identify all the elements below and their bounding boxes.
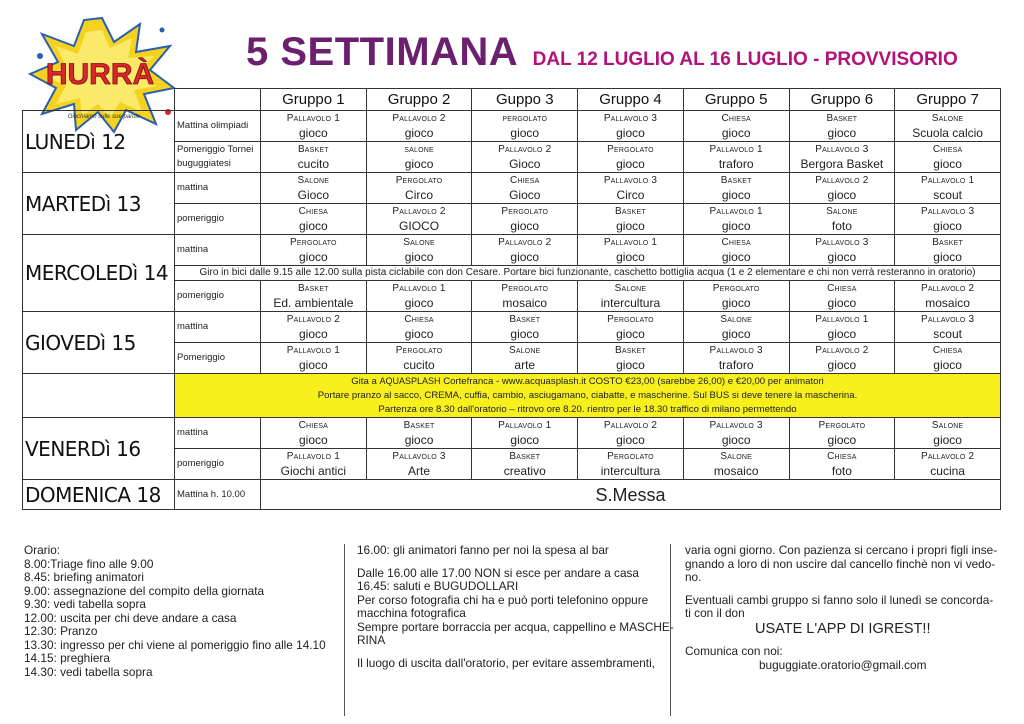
activity-location: Pallavolo 2 xyxy=(815,345,869,356)
group-header-row xyxy=(23,89,1001,111)
activity-cell xyxy=(683,312,789,343)
footer-line: Dalle 16.00 alle 17.00 NON si esce per andare a casa xyxy=(357,565,639,580)
activity-location: Basket xyxy=(297,283,329,294)
activity-location: Pallavolo 2 xyxy=(920,283,975,294)
activity-location: Pergolato xyxy=(607,144,654,155)
footer-line: gnando a loro di non uscire dal cancello finchè non vi vedo- xyxy=(685,556,996,571)
bike-trip-note: Giro in bici dalle 9.15 alle 12.00 sulla pista ciclabile con don Cesare. Portare bici funzionante, caschetto bottiglia acqua (1 e 2 elementare e chi non verrà resteranno in oratorio) xyxy=(175,266,1001,281)
activity-cell xyxy=(366,343,472,374)
footer-line: 8.45: briefing animatori xyxy=(24,570,145,584)
activity-location: Salone xyxy=(720,451,752,462)
activity-location: Basket xyxy=(403,420,435,431)
footer-line: RINA xyxy=(357,633,386,647)
activity-location: Pallavolo 2 xyxy=(815,175,869,186)
activity-name: gioco xyxy=(616,250,645,264)
activity-name: gioco xyxy=(721,250,751,264)
activity-location: Basket xyxy=(932,237,964,248)
activity-name: gioco xyxy=(404,296,434,310)
activity-cell xyxy=(895,449,1001,480)
activity-location: Chiesa xyxy=(404,314,434,325)
activity-location: Pallavolo 3 xyxy=(392,451,446,462)
activity-cell xyxy=(789,173,895,204)
activity-cell xyxy=(472,235,578,266)
activity-name: gioco xyxy=(721,296,751,310)
activity-cell xyxy=(366,418,472,449)
gita-place: AQUASPLASH xyxy=(379,376,441,386)
activity-cell xyxy=(895,343,1001,374)
activity-name: gioco xyxy=(299,327,328,341)
footer-line: 12.30: Pranzo xyxy=(24,624,98,638)
activity-cell xyxy=(261,235,367,266)
activity-cell xyxy=(789,343,895,374)
activity-name: gioco xyxy=(616,433,645,447)
activity-name: gioco xyxy=(933,433,962,447)
activity-cell xyxy=(578,343,684,374)
activity-cell xyxy=(366,312,472,343)
activity-cell xyxy=(895,235,1001,266)
footer-info xyxy=(344,543,674,716)
footer-line: 16.00: gli animatori fanno per noi la spesa al bar xyxy=(357,543,609,557)
activity-location: Pergolato xyxy=(501,206,549,217)
gita-line-3: Partenza ore 8.30 dall'oratorio – ritrovo ore 8.20. rientro per le 18.30 traffico di milano permettendo xyxy=(378,404,797,415)
activity-cell xyxy=(578,281,684,312)
activity-name: scout xyxy=(933,188,962,202)
group-header: Guppo 3 xyxy=(472,89,578,111)
activity-name: gioco xyxy=(933,250,962,264)
activity-location: Salone xyxy=(931,420,964,431)
activity-location: Basket xyxy=(720,175,752,186)
activity-name: gioco xyxy=(827,433,857,447)
activity-location: Chiesa xyxy=(721,237,751,248)
activity-name: gioco xyxy=(404,126,434,140)
activity-location: Pallavolo 1 xyxy=(709,144,763,155)
activity-location: Pallavolo 3 xyxy=(603,113,658,124)
activity-location: Pallavolo 3 xyxy=(709,345,763,356)
period-label: Mattina h. 10.00 xyxy=(175,480,261,510)
activity-name: gioco xyxy=(721,126,751,140)
activity-location: Chiesa xyxy=(932,345,963,356)
activity-name: cucina xyxy=(930,464,965,478)
footer-notes xyxy=(670,544,1004,716)
activity-cell xyxy=(366,204,472,235)
activity-location: Pallavolo 2 xyxy=(392,206,446,217)
gita-row xyxy=(23,374,1001,418)
activity-cell xyxy=(261,418,367,449)
activity-location: Basket xyxy=(509,314,541,325)
activity-cell xyxy=(895,142,1001,173)
activity-cell xyxy=(261,449,367,480)
activity-cell xyxy=(683,142,789,173)
activity-cell xyxy=(683,343,789,374)
activity-name: gioco xyxy=(933,358,962,372)
activity-name: gioco xyxy=(827,296,857,310)
activity-name: gioco xyxy=(510,250,540,264)
activity-name: Arte xyxy=(408,464,431,478)
activity-name: Ed. ambientale xyxy=(273,296,354,310)
activity-cell xyxy=(895,173,1001,204)
footer-line: 14.30: vedi tabella sopra xyxy=(24,664,153,679)
activity-cell xyxy=(366,142,472,173)
activity-cell xyxy=(366,449,472,480)
activity-cell xyxy=(895,204,1001,235)
activity-name: Giochi antici xyxy=(280,464,347,478)
activity-name: mosaico xyxy=(925,296,970,310)
activity-location: Pergolato xyxy=(395,175,443,186)
period-label: pomeriggio xyxy=(175,281,261,312)
activity-location: Pallavolo 2 xyxy=(286,314,340,325)
activity-location: Pallavolo 1 xyxy=(286,113,340,124)
group-header: Gruppo 1 xyxy=(261,89,367,111)
activity-name: gioco xyxy=(510,433,540,447)
activity-cell xyxy=(261,142,367,173)
period-label: pomeriggio xyxy=(175,204,261,235)
footer-block xyxy=(685,594,1004,621)
activity-name: gioco xyxy=(616,157,645,171)
activity-location: Pallavolo 1 xyxy=(498,420,552,431)
activity-cell xyxy=(578,142,684,173)
activity-location: Pallavolo 3 xyxy=(815,144,869,155)
activity-cell xyxy=(261,204,367,235)
day-label: VENERDì 16 xyxy=(23,418,175,480)
activity-location: Pallavolo 3 xyxy=(815,237,869,248)
activity-location: Pallavolo 1 xyxy=(815,314,869,325)
activity-location: Basket xyxy=(615,345,646,356)
activity-name: gioco xyxy=(721,188,751,202)
activity-name: mosaico xyxy=(502,296,548,310)
activity-name: gioco xyxy=(616,126,645,140)
activity-name: Circo xyxy=(616,188,645,202)
activity-name: gioco xyxy=(510,327,540,341)
activity-cell xyxy=(683,281,789,312)
activity-name: Gioco xyxy=(297,188,330,202)
activity-name: gioco xyxy=(933,157,962,171)
activity-cell xyxy=(789,142,895,173)
group-header: Gruppo 7 xyxy=(895,89,1001,111)
activity-location: Pergolato xyxy=(818,420,866,431)
activity-location: Basket xyxy=(615,206,646,217)
activity-cell xyxy=(789,312,895,343)
app-notice: USATE L'APP DI IGREST!! xyxy=(755,620,931,637)
activity-location: Pergolato xyxy=(395,345,443,356)
activity-location: Pallavolo 1 xyxy=(286,451,340,462)
activity-cell xyxy=(366,281,472,312)
gita-line-1: Gita a AQUASPLASH Cortefranca - www.acquasplash.it COSTO €23,00 (sarebbe 26,00) e €20,00 per animatori xyxy=(351,376,824,387)
activity-name: gioco xyxy=(510,219,540,233)
footer-line: no. xyxy=(685,570,702,584)
schedule-row xyxy=(23,235,1001,266)
activity-cell xyxy=(261,281,367,312)
activity-name: intercultura xyxy=(600,464,661,478)
activity-cell xyxy=(895,281,1001,312)
logo-tagline: Giochiamo sulle sue parole xyxy=(67,114,141,120)
activity-cell xyxy=(366,235,472,266)
activity-name: gioco xyxy=(827,327,857,341)
activity-name: foto xyxy=(831,219,852,233)
activity-location: Pallavolo 2 xyxy=(498,144,552,155)
activity-name: gioco xyxy=(616,358,645,372)
activity-cell xyxy=(578,173,684,204)
activity-cell xyxy=(789,281,895,312)
activity-cell xyxy=(895,312,1001,343)
activity-location: Pergolato xyxy=(607,451,654,462)
activity-location: Basket xyxy=(826,113,858,124)
activity-name: creativo xyxy=(503,464,546,478)
activity-name: gioco xyxy=(827,126,857,140)
activity-name: Gioco xyxy=(509,157,541,171)
group-header: Gruppo 2 xyxy=(366,89,472,111)
activity-location: Pallavolo 1 xyxy=(286,345,340,356)
activity-location: Pallavolo 3 xyxy=(920,314,975,325)
activity-location: Chiesa xyxy=(827,451,857,462)
activity-location: Pallavolo 3 xyxy=(920,206,975,217)
activity-location: Pallavolo 2 xyxy=(392,113,446,124)
activity-name: arte xyxy=(514,358,536,372)
activity-name: gioco xyxy=(299,433,328,447)
footer-line: Sempre portare borraccia per acqua, cappellino e MASCHE- xyxy=(357,619,674,634)
activity-name: intercultura xyxy=(600,296,661,310)
footer-line: 12.00: uscita per chi deve andare a casa xyxy=(24,610,237,625)
activity-cell xyxy=(578,312,684,343)
activity-location: Basket xyxy=(509,451,541,462)
activity-cell xyxy=(683,449,789,480)
day-label: DOMENICA 18 xyxy=(23,480,175,510)
activity-name: gioco xyxy=(299,126,328,140)
activity-name: gioco xyxy=(299,358,328,372)
activity-location: Chiesa xyxy=(827,283,857,294)
activity-name: gioco xyxy=(299,219,328,233)
footer-line: macchina fotografica xyxy=(357,606,466,620)
activity-cell xyxy=(895,111,1001,142)
period-label: Pomeriggio xyxy=(175,343,261,374)
activity-location: Chiesa xyxy=(932,144,963,155)
activity-cell xyxy=(683,235,789,266)
activity-location: Salone xyxy=(508,345,541,356)
activity-cell xyxy=(683,418,789,449)
activity-location: Pallavolo 3 xyxy=(603,175,658,186)
activity-location: salone xyxy=(404,144,434,155)
activity-cell xyxy=(578,449,684,480)
activity-location: Pallavolo 3 xyxy=(709,420,763,431)
activity-location: Salone xyxy=(720,314,752,325)
activity-cell xyxy=(472,343,578,374)
activity-location: Pallavolo 2 xyxy=(498,237,552,248)
activity-name: traforo xyxy=(718,358,754,372)
footer-line: Orario: xyxy=(24,543,61,557)
activity-name: foto xyxy=(831,464,852,478)
activity-name: gioco xyxy=(404,327,434,341)
activity-name: Scuola calcio xyxy=(912,126,983,140)
activity-cell xyxy=(261,111,367,142)
schedule-table xyxy=(22,88,1001,510)
activity-name: scout xyxy=(933,327,962,341)
schedule-row xyxy=(23,418,1001,449)
activity-name: gioco xyxy=(510,126,540,140)
activity-location: Basket xyxy=(297,144,329,155)
footer-line: 9.30: vedi tabella sopra xyxy=(24,597,146,611)
activity-cell xyxy=(683,111,789,142)
activity-name: gioco xyxy=(827,358,857,372)
activity-name: mosaico xyxy=(713,464,759,478)
activity-cell xyxy=(472,418,578,449)
footer-line: Il luogo di uscita dall'oratorio, per evitare assembramenti, xyxy=(357,655,655,670)
period-label: pomeriggio xyxy=(175,449,261,480)
activity-cell xyxy=(472,449,578,480)
footer-line: 8.00:Triage fino alle 9.00 xyxy=(24,556,154,571)
footer-line: varia ogni giorno. Con pazienza si cercano i propri figli inse- xyxy=(685,543,998,557)
footer-block xyxy=(357,565,674,648)
activity-cell xyxy=(261,173,367,204)
period-label: Pomeriggio Tornei buguggiatesi xyxy=(175,142,261,173)
footer-line: 13.30: ingresso per chi viene al pomeriggio fino alle 14.10 xyxy=(24,637,326,652)
activity-location: Pallavolo 1 xyxy=(920,175,975,186)
activity-name: gioco xyxy=(616,327,645,341)
activity-location: Pergolato xyxy=(607,314,654,325)
activity-name: traforo xyxy=(718,157,754,171)
activity-name: gioco xyxy=(616,219,645,233)
footer-line: ti con il don xyxy=(685,606,745,620)
activity-cell xyxy=(683,173,789,204)
activity-cell xyxy=(578,418,684,449)
activity-location: Chiesa xyxy=(298,206,329,217)
activity-cell xyxy=(366,111,472,142)
activity-cell xyxy=(683,204,789,235)
activity-location: Pallavolo 2 xyxy=(920,451,975,462)
activity-name: Gioco xyxy=(509,188,541,202)
activity-cell xyxy=(789,235,895,266)
footer-line: 9.00: assegnazione del compito della giornata xyxy=(24,583,265,598)
activity-location: Pallavolo 2 xyxy=(603,420,658,431)
activity-location: Pallavolo 1 xyxy=(603,237,658,248)
activity-location: Salone xyxy=(614,283,647,294)
group-header: Gruppo 6 xyxy=(789,89,895,111)
contact-email: buguggiate.oratorio@gmail.com xyxy=(759,657,927,672)
activity-name: gioco xyxy=(933,219,962,233)
activity-location: pergolato xyxy=(502,113,548,124)
activity-cell xyxy=(472,312,578,343)
activity-cell xyxy=(472,111,578,142)
activity-location: Salone xyxy=(826,206,858,217)
schedule-row xyxy=(23,173,1001,204)
activity-name: cucito xyxy=(297,157,330,171)
activity-cell xyxy=(578,204,684,235)
activity-name: Bergora Basket xyxy=(800,157,884,171)
activity-cell xyxy=(789,449,895,480)
period-label: mattina xyxy=(175,235,261,266)
page-title xyxy=(246,30,958,75)
gita-notice xyxy=(175,374,1001,418)
day-label: MERCOLEDì 14 xyxy=(23,235,175,312)
footer-line: Per corso fotografia chi ha e può porti telefonino oppure xyxy=(357,592,649,607)
schedule-row xyxy=(23,111,1001,142)
activity-location: Chiesa xyxy=(510,175,540,186)
activity-cell xyxy=(578,235,684,266)
activity-name: gioco xyxy=(721,219,751,233)
activity-cell xyxy=(472,281,578,312)
activity-name: gioco xyxy=(827,188,857,202)
activity-location: Pallavolo 1 xyxy=(709,206,763,217)
activity-name: cucito xyxy=(403,358,435,372)
day-label: MARTEDì 13 xyxy=(23,173,175,235)
group-header: Gruppo 5 xyxy=(683,89,789,111)
activity-name: gioco xyxy=(721,327,751,341)
activity-name: GIOCO xyxy=(399,219,440,233)
activity-cell xyxy=(472,173,578,204)
activity-location: Pergolato xyxy=(501,283,549,294)
activity-cell xyxy=(472,204,578,235)
activity-cell xyxy=(789,418,895,449)
activity-location: Salone xyxy=(403,237,435,248)
title-main: 5 SETTIMANA xyxy=(246,30,519,74)
sunday-mass: S.Messa xyxy=(261,480,1001,510)
activity-location: Salone xyxy=(931,113,964,124)
activity-cell xyxy=(789,204,895,235)
footer-line: Eventuali cambi gruppo si fanno solo il lunedì se concorda- xyxy=(685,592,994,607)
activity-name: Circo xyxy=(405,188,434,202)
activity-name: gioco xyxy=(404,250,434,264)
contact-label: Comunica con noi: xyxy=(685,644,783,658)
period-label: mattina xyxy=(175,312,261,343)
activity-name: gioco xyxy=(721,433,751,447)
day-label: GIOVEDì 15 xyxy=(23,312,175,374)
activity-cell xyxy=(895,418,1001,449)
activity-name: gioco xyxy=(299,250,328,264)
activity-cell xyxy=(472,142,578,173)
schedule-row xyxy=(23,312,1001,343)
group-header: Gruppo 4 xyxy=(578,89,684,111)
period-label: mattina xyxy=(175,418,261,449)
activity-name: gioco xyxy=(404,157,434,171)
period-label: Mattina olimpiadi xyxy=(175,111,261,142)
footer-line: 16.45: saluti e BUGUDOLLARI xyxy=(357,579,519,593)
activity-cell xyxy=(261,343,367,374)
footer-line: 14.15: preghiera xyxy=(24,651,110,665)
logo-text: HURRÀ xyxy=(45,58,155,91)
activity-cell xyxy=(789,111,895,142)
activity-cell xyxy=(366,173,472,204)
footer-schedule xyxy=(22,544,344,716)
footer-block xyxy=(685,544,1004,585)
day-label: LUNEDì 12 xyxy=(23,111,175,173)
activity-location: Salone xyxy=(297,175,330,186)
activity-location: Chiesa xyxy=(721,113,751,124)
sunday-row xyxy=(23,480,1001,510)
title-dates: DAL 12 LUGLIO AL 16 LUGLIO - PROVVISORIO xyxy=(532,49,958,70)
activity-name: gioco xyxy=(404,433,434,447)
activity-location: Pallavolo 1 xyxy=(392,283,446,294)
period-label: mattina xyxy=(175,173,261,204)
activity-name: gioco xyxy=(827,250,857,264)
activity-location: Chiesa xyxy=(298,420,329,431)
activity-location: Pergolato xyxy=(712,283,760,294)
activity-location: Pergolato xyxy=(289,237,337,248)
activity-cell xyxy=(261,312,367,343)
activity-cell xyxy=(578,111,684,142)
gita-line-2: Portare pranzo al sacco, CREMA, cuffia, cambio, asciugamano, ciabatte, e mascherine. Sul BUS si deve tenere la mascherina. xyxy=(317,390,858,401)
